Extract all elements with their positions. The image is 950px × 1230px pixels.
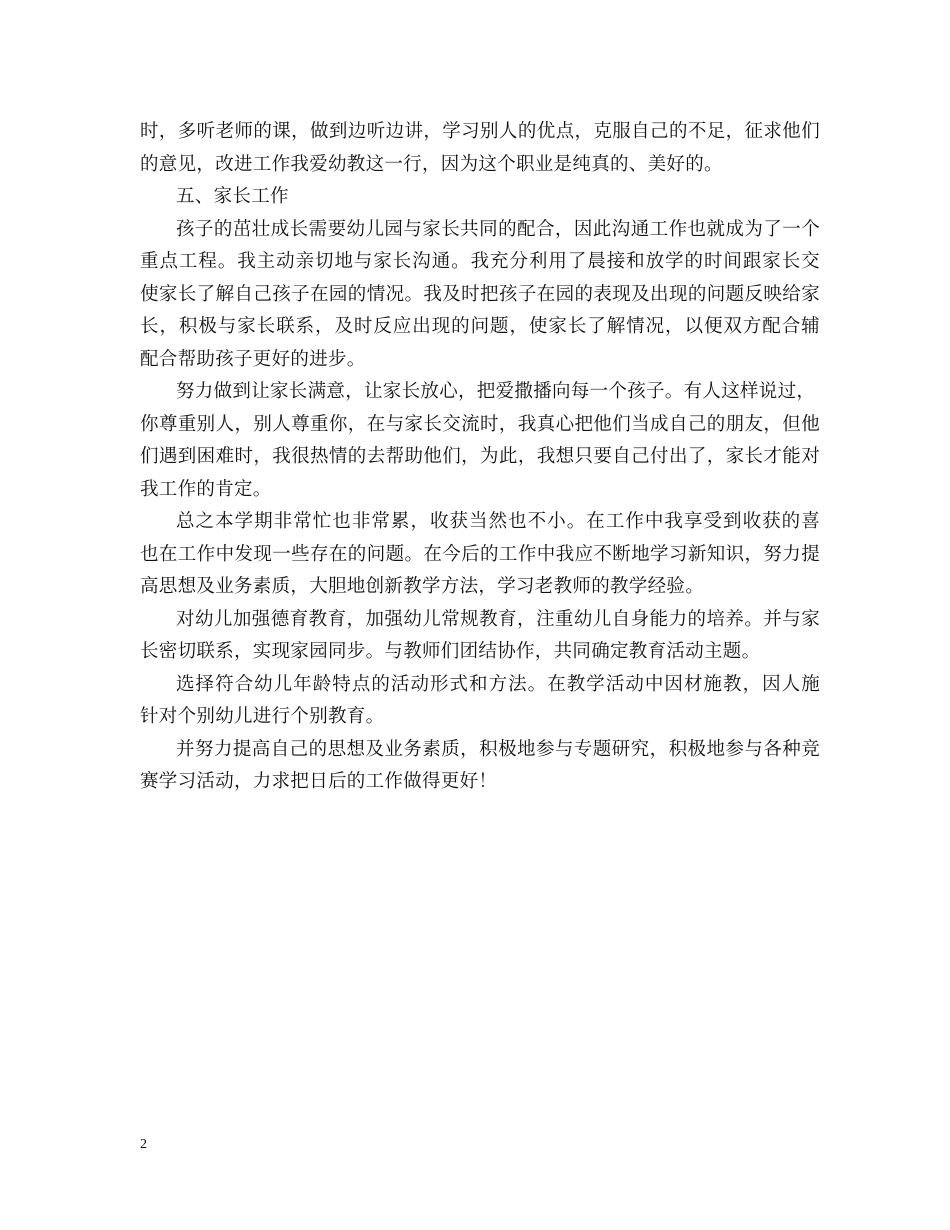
text-line: 努力做到让家长满意，让家长放心，把爱撒播向每一个孩子。有人这样说过，	[176, 381, 816, 402]
text-line: 对幼儿加强德育教育，加强幼儿常规教育，注重幼儿自身能力的培养。并与家	[176, 608, 820, 630]
text-line: 们遇到困难时，我很热情的去帮助他们，为此，我想只要自己付出了，家长才能对	[140, 446, 820, 467]
text-line: 我工作的肯定。	[140, 478, 272, 500]
text-line: 的意见，改进工作我爱幼教这一行，因为这个职业是纯真的、美好的。	[140, 153, 723, 175]
text-line: 时，多听老师的课，做到边听边讲，学习别人的优点，克服自己的不足，征求他们	[140, 121, 820, 142]
text-line: 总之本学期非常忙也非常累，收获当然也不小。在工作中我享受到收获的喜	[176, 511, 820, 532]
text-line: 也在工作中发现一些存在的问题。在今后的工作中我应不断地学习新知识，努力提	[140, 543, 820, 565]
text-line: 使家长了解自己孩子在园的情况。我及时把孩子在园的表现及出现的问题反映给家	[140, 283, 820, 305]
text-line: 你尊重别人，别人尊重你，在与家长交流时，我真心把他们当成自己的朋友，但他	[140, 413, 820, 435]
text-line: 孩子的茁壮成长需要幼儿园与家长共同的配合，因此沟通工作也就成为了一个	[176, 218, 820, 240]
document-body	[140, 116, 820, 799]
text-line: 并努力提高自己的思想及业务素质，积极地参与专题研究，积极地参与各种竞	[176, 738, 820, 760]
text-line: 重点工程。我主动亲切地与家长沟通。我充分利用了晨接和放学的时间跟家长交	[140, 251, 820, 272]
section-heading: 五、家长工作	[176, 186, 289, 207]
text-line: 高思想及业务素质，大胆地创新教学方法，学习老教师的教学经验。	[140, 576, 705, 597]
text-line: 长密切联系，实现家园同步。与教师们团结协作，共同确定教育活动主题。	[140, 641, 761, 662]
text-line: 配合帮助孩子更好的进步。	[140, 348, 366, 370]
text-line: 长，积极与家长联系，及时反应出现的问题，使家长了解情况，以便双方配合辅	[140, 316, 820, 337]
text-line: 选择符合幼儿年龄特点的活动形式和方法。在教学活动中因材施教，因人施	[176, 673, 820, 695]
text-line: 针对个别幼儿进行个别教育。	[140, 706, 385, 727]
page-number: 2	[140, 1137, 147, 1152]
text-line: 赛学习活动，力求把日后的工作做得更好！	[140, 771, 498, 792]
